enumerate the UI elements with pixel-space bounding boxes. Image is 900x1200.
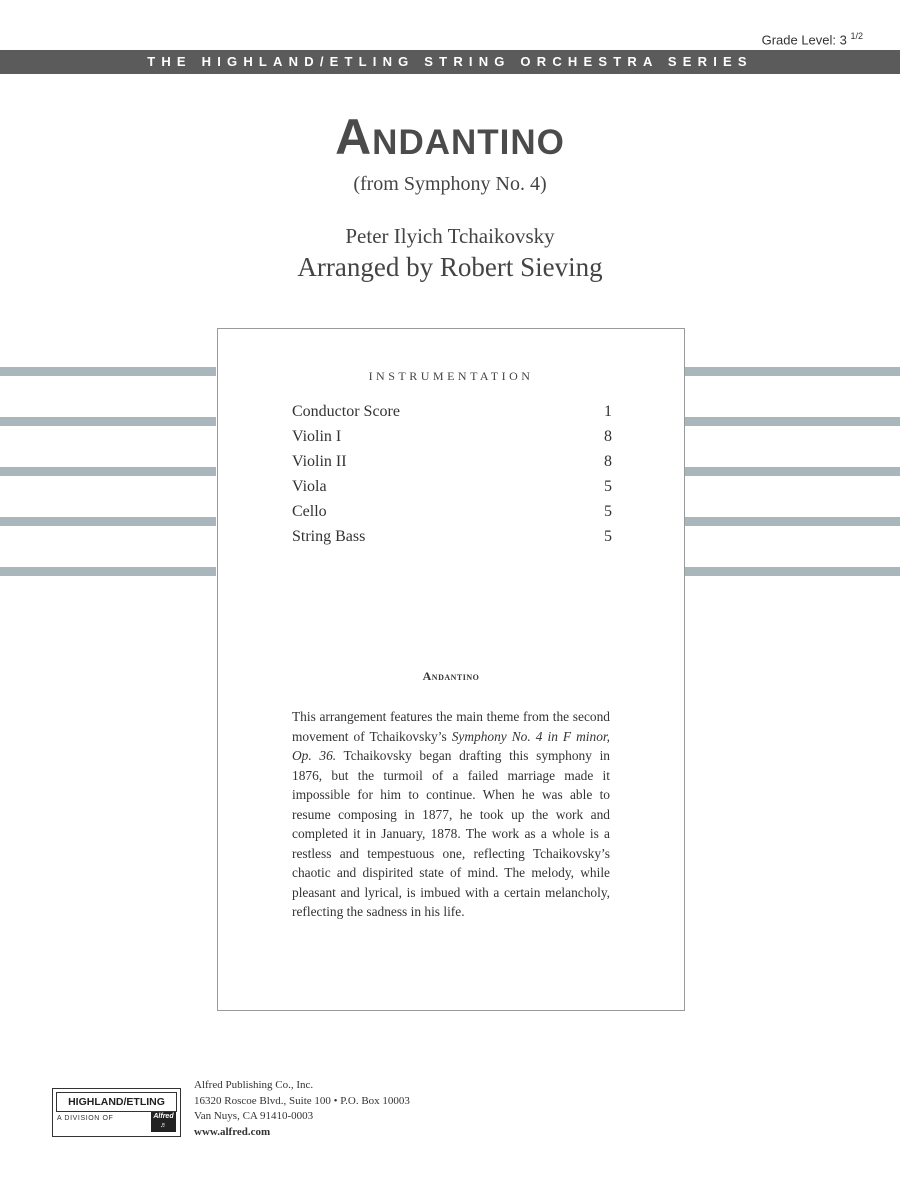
instrument-name: Conductor Score	[292, 403, 400, 420]
instrument-count: 5	[604, 478, 612, 495]
grade-level-label: Grade Level: 3	[761, 32, 847, 48]
instrument-row	[292, 451, 612, 476]
staff-line-right-5	[685, 567, 900, 576]
publisher-website-link[interactable]: www.alfred.com	[194, 1125, 271, 1138]
logo-mark-text: Alfred	[153, 1113, 174, 1120]
instrument-row	[292, 476, 612, 501]
publisher-address-2: Van Nuys, CA 91410-0003	[194, 1110, 314, 1122]
instrument-count: 1	[604, 403, 612, 420]
grade-level	[762, 31, 863, 47]
instrumentation-heading: INSTRUMENTATION	[368, 369, 534, 383]
program-notes-work-title: Symphony No. 4 in F minor, Op. 36.	[292, 728, 610, 763]
info-box	[217, 328, 685, 1011]
instrument-name: String Bass	[292, 528, 366, 545]
staff-line-right-4	[685, 517, 900, 526]
alfred-logo-icon: Alfred ♬	[151, 1112, 176, 1132]
instrument-name: Cello	[292, 503, 327, 520]
work-title: Andantino	[335, 109, 565, 165]
publisher-address-1: 16320 Roscoe Blvd., Suite 100 • P.O. Box 10003	[194, 1094, 410, 1107]
composer-name: Peter Ilyich Tchaikovsky	[345, 224, 555, 248]
staff-line-right-1	[685, 367, 900, 376]
grade-level-fraction: 1/2	[850, 31, 863, 41]
instrument-count: 8	[604, 453, 612, 470]
staff-line-right-3	[685, 467, 900, 476]
staff-line-left-2	[0, 417, 216, 426]
program-notes-part-1: This arrangement features the main theme from the second movement of Tchaikovsky’s	[292, 709, 610, 744]
work-subtitle: (from Symphony No. 4)	[353, 173, 547, 195]
publisher-name: Alfred Publishing Co., Inc.	[194, 1079, 314, 1091]
instrument-name: Violin I	[292, 428, 342, 445]
instrument-name: Violin II	[292, 453, 347, 470]
staff-line-left-4	[0, 517, 216, 526]
instrument-count: 5	[604, 503, 612, 520]
staff-line-left-1	[0, 367, 216, 376]
instrument-row	[292, 401, 612, 426]
instrument-row	[292, 426, 612, 451]
staff-line-left-5	[0, 567, 216, 576]
program-notes-text	[292, 707, 610, 922]
publisher-logo	[52, 1088, 181, 1137]
logo-imprint-name: HIGHLAND/ETLING	[56, 1092, 177, 1112]
instrument-row	[292, 501, 612, 526]
instrument-name: Viola	[292, 478, 327, 495]
instrumentation-list	[292, 401, 612, 551]
instrument-count: 8	[604, 428, 612, 445]
logo-division-text: A DIVISION OF	[57, 1115, 114, 1122]
staff-line-left-3	[0, 467, 216, 476]
publisher-info	[194, 1078, 410, 1140]
program-notes-part-2: Tchaikovsky began drafting this symphony in 1876, but the turmoil of a failed marriage made it impossible for him to continue. When he was able to resume composing in 1877, he took up the work and completed it in January, 1878. The work as a whole is a restless and tempestuous one, reflecting Tchaikovsky’s chaotic and dispirited state of mind. The melody, while pleasant and lyrical, is imbued with a certain melancholy, reflecting the sadness in his life.	[292, 748, 610, 919]
arranger-credit: Arranged by Robert Sieving	[297, 252, 603, 282]
instrument-count: 5	[604, 528, 612, 545]
series-banner: THE HIGHLAND/ETLING STRING ORCHESTRA SERIES	[0, 50, 900, 74]
program-notes-heading: Andantino	[422, 669, 480, 683]
staff-line-right-2	[685, 417, 900, 426]
instrument-row	[292, 526, 612, 551]
